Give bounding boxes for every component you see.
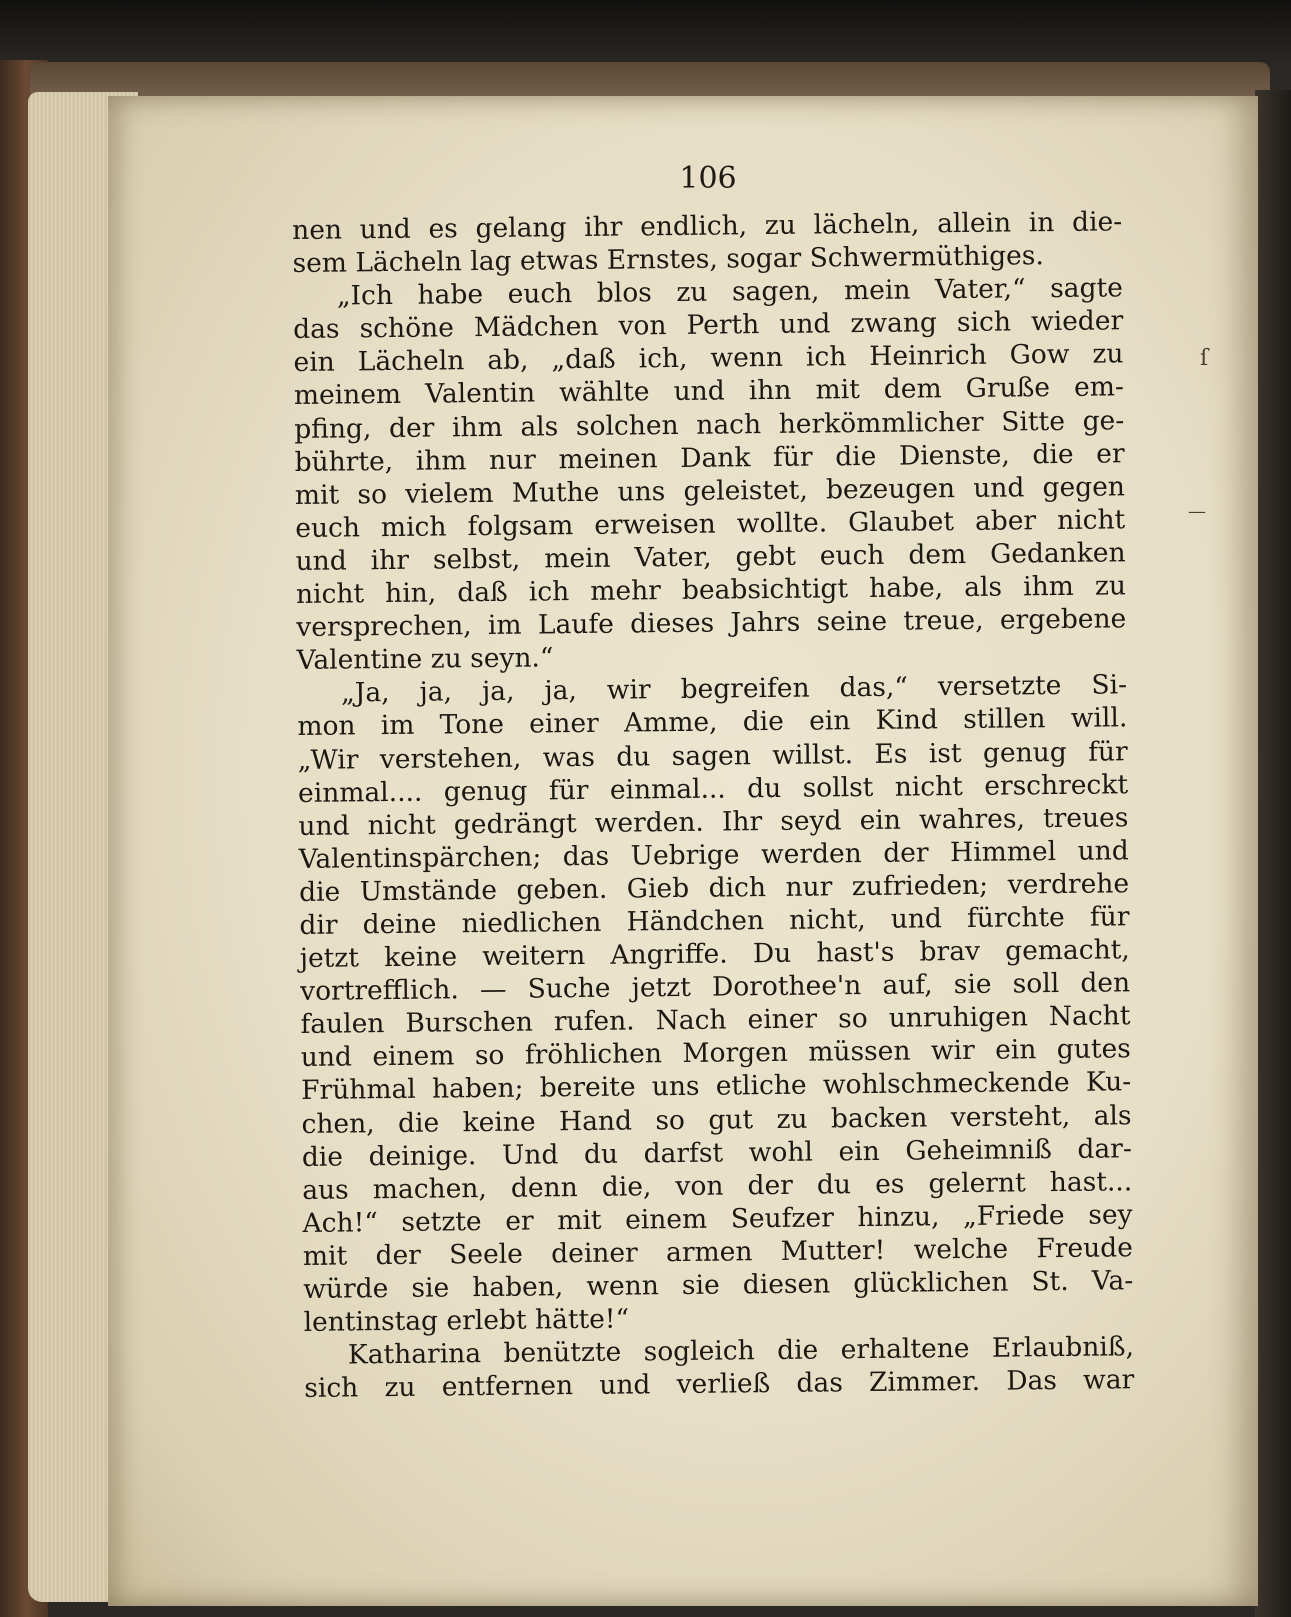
text-line: mon im Tone einer Amme, die ein Kind stillen will. bbox=[297, 702, 1128, 743]
page-number: 106 bbox=[679, 161, 737, 196]
text-line: bührte, ihm nur meinen Dank für die Dienste, die er bbox=[294, 437, 1125, 478]
text-line: „Ich habe euch blos zu sagen, mein Vater,“ sagte bbox=[336, 272, 1123, 312]
text-line: pfing, der ihm als solchen nach herkömmlicher Sitte ge- bbox=[294, 404, 1125, 445]
text-line: vortrefflich. — Suche jetzt Dorothee'n auf, sie soll den bbox=[299, 967, 1131, 1008]
text-line: und einem so fröhlichen Morgen müssen wir ein gutes bbox=[300, 1033, 1131, 1074]
text-line: Valentinspärchen; das Uebrige werden der Himmel und bbox=[298, 835, 1129, 875]
text-line: mit der Seele deiner armen Mutter! welche Freude bbox=[302, 1232, 1134, 1272]
text-line: nen und es gelang ihr endlich, zu lächeln, allein in die- bbox=[292, 206, 1123, 246]
text-line: sem Lächeln lag etwas Ernstes, sogar Schwermüthiges. bbox=[292, 240, 1044, 280]
text-line: Valentine zu seyn.“ bbox=[296, 642, 554, 677]
text-line: euch mich folgsam erweisen wollte. Glaubet aber nicht bbox=[295, 504, 1126, 544]
text-line: nicht hin, daß ich mehr beabsichtigt habe, als ihm zu bbox=[295, 570, 1127, 611]
text-line: die Umstände geben. Gieb dich nur zufrieden; verdrehe bbox=[298, 868, 1130, 908]
text-line: versprechen, im Laufe dieses Jahrs seine treue, ergebene bbox=[296, 603, 1127, 644]
text-line: das schöne Mädchen von Perth und zwang sich wieder bbox=[293, 305, 1124, 346]
text-line: „Ja, ja, ja, ja, wir begreifen das,“ versetzte Si- bbox=[340, 669, 1128, 709]
text-line: jetzt keine weitern Angriffe. Du hast's brav gemacht, bbox=[299, 934, 1130, 975]
margin-ink-mark: ſ bbox=[1200, 346, 1209, 371]
text-line: lentinstag erlebt hätte!“ bbox=[303, 1303, 630, 1339]
margin-ink-mark: — bbox=[1188, 501, 1206, 522]
text-line: aus machen, denn die, von der du es gelernt hast... bbox=[302, 1165, 1133, 1206]
book-spine-right bbox=[1255, 90, 1291, 1617]
background-shadow bbox=[0, 0, 1291, 70]
text-line: meinem Valentin wählte und ihn mit dem Gruße em- bbox=[293, 371, 1125, 412]
text-line: „Wir verstehen, was du sagen willst. Es ist genug für bbox=[297, 735, 1128, 776]
text-line: Ach!“ setzte er mit einem Seufzer hinzu, „Friede sey bbox=[302, 1199, 1133, 1239]
text-line: dir deine niedlichen Händchen nicht, und fürchte für bbox=[299, 901, 1130, 941]
text-line: Katharina benützte sogleich die erhaltene Erlaubniß, bbox=[347, 1331, 1135, 1371]
text-line: mit so vielem Muthe uns geleistet, bezeugen und gegen bbox=[294, 471, 1126, 511]
text-line: einmal.... genug für einmal... du sollst nicht erschreckt bbox=[297, 768, 1129, 809]
page-text bbox=[292, 205, 1134, 1405]
text-line: ein Lächeln ab, „daß ich, wenn ich Heinrich Gow zu bbox=[293, 338, 1124, 379]
text-line: und ihr selbst, mein Vater, gebt euch dem Gedanken bbox=[295, 537, 1126, 577]
text-line: sich zu entfernen und verließ das Zimmer. Das war bbox=[304, 1364, 1135, 1405]
text-line: die deinige. Und du darfst wohl ein Geheimniß dar- bbox=[301, 1132, 1132, 1173]
text-line: und nicht gedrängt werden. Ihr seyd ein wahres, treues bbox=[298, 801, 1129, 842]
text-line: Frühmal haben; bereite uns etliche wohlschmeckende Ku- bbox=[301, 1066, 1132, 1107]
text-line: faulen Burschen rufen. Nach einer so unruhigen Nacht bbox=[300, 1000, 1131, 1041]
text-line: chen, die keine Hand so gut zu backen versteht, als bbox=[301, 1099, 1132, 1140]
text-line: würde sie haben, wenn sie diesen glücklichen St. Va- bbox=[303, 1265, 1134, 1305]
